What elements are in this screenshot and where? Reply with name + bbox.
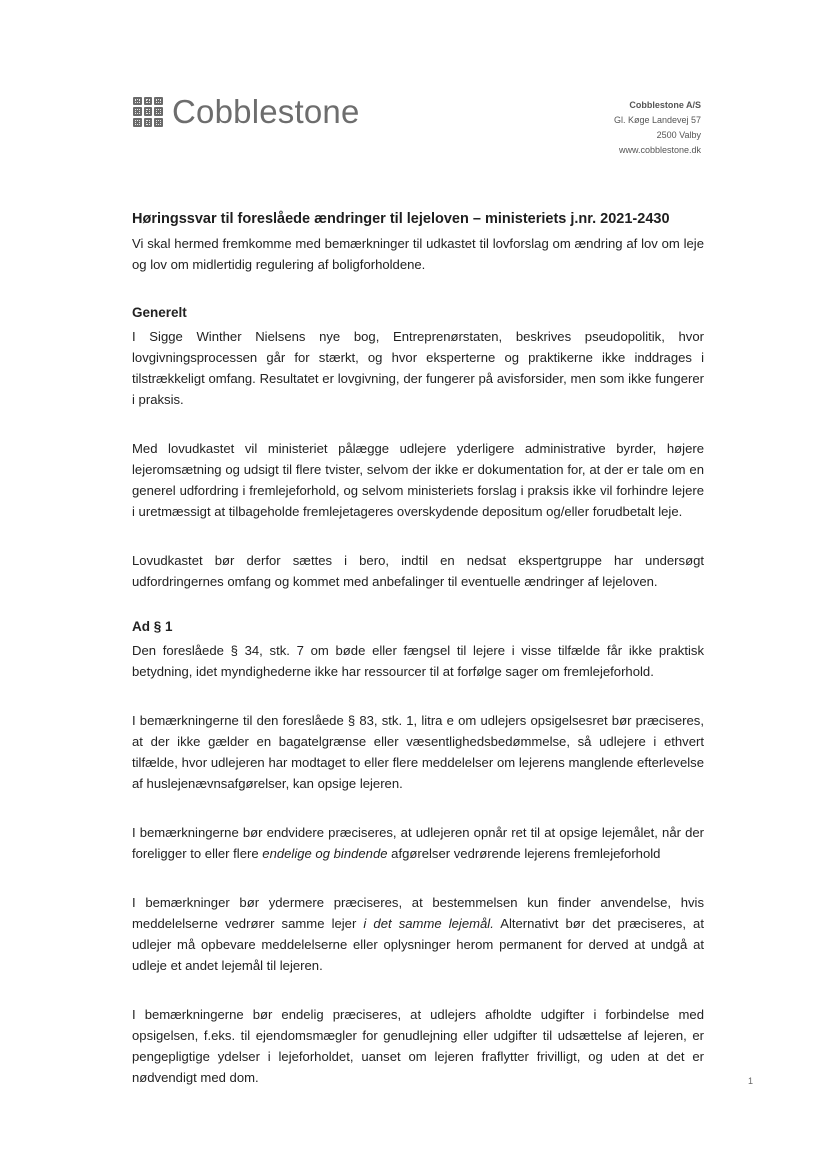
paragraph: Lovudkastet bør derfor sættes i bero, indtil en nedsat ekspertgruppe har undersøgt udfordringernes omfang og kommet med anbefalinger til eventuelle ændringer af lejeloven. <box>132 553 704 589</box>
address-company: Cobblestone A/S <box>629 100 701 110</box>
paragraph: I bemærkningerne til den foreslåede § 83, stk. 1, litra e om udlejers opsigelsesret bør præciseres, at der ikke gælder en bagatelgrænse eller væsentlighedsbedømmelse, så udlejere i ethvert tilfælde, hvor udlejeren har modtaget to eller flere meddelelser om lejerens manglende efterlevelse af huslejenævnsafgørelser, kan opsige lejeren. <box>132 713 704 791</box>
paragraph-with-emphasis <box>132 892 704 976</box>
emphasis: endelige og bindende <box>262 846 388 861</box>
text: I bemærkningerne bør endvidere præciseres, at udlejeren opnår ret til at opsige lejemålet, når der foreligger to eller flere <box>132 825 704 861</box>
address-web: www.cobblestone.dk <box>618 145 701 155</box>
document-title: Høringssvar til foreslåede ændringer til lejeloven – ministeriets j.nr. 2021-2430 <box>132 211 670 227</box>
paragraph: Den foreslåede § 34, stk. 7 om bøde eller fængsel til lejere i visse tilfælde får ikke praktisk betydning, idet myndighederne ikke har ressourcer til at forfølge sager om fremlejeforhold. <box>132 643 704 679</box>
text: Alternativt bør det præciseres, at udlejer må opbevare meddelelserne eller oplysninger herom permanent for derved at undgå at udleje et andet lejemål til lejeren. <box>132 916 704 973</box>
sender-address <box>614 98 701 158</box>
document-body <box>132 209 704 1116</box>
text: I bemærkninger bør ydermere præciseres, at bestemmelsen kun finder anvendelse, hvis meddelelserne vedrører samme lejer <box>132 895 704 931</box>
text: afgørelser vedrørende lejerens fremlejeforhold <box>387 846 661 861</box>
logo-text: Cobblestone <box>172 93 360 130</box>
paragraph: Med lovudkastet vil ministeriet pålægge udlejere yderligere administrative byrder, højere lejeromsætning og udsigt til flere tvister, selvom der ikke er dokumentation for, at der er tale om en generel udfordring i fremlejeforhold, og selvom ministeriets forslag i praksis ikke vil forhindre lejere i uretmæssigt at tilbageholde fremlejetageres overskydende depositum og/eller forudbetalt leje. <box>132 441 704 519</box>
intro-paragraph: Vi skal hermed fremkomme med bemærkninger til udkastet til lovforslag om ændring af lov om leje og lov om midlertidig regulering af boligforholdene. <box>132 236 704 272</box>
company-logo <box>133 95 360 128</box>
emphasis: i det samme lejemål. <box>363 916 494 931</box>
paragraph-with-emphasis <box>132 822 704 864</box>
page-number: 1 <box>748 1076 754 1086</box>
section-heading-generelt: Generelt <box>132 305 187 320</box>
section-heading-ad-1: Ad § 1 <box>132 619 173 634</box>
address-city: 2500 Valby <box>656 130 701 140</box>
building-grid-icon <box>133 97 163 127</box>
paragraph: I bemærkningerne bør endelig præciseres, at udlejers afholdte udgifter i forbindelse med opsigelsen, f.eks. til ejendomsmægler for genudlejning eller udgifter til udsættelse af lejeren, er pengepligtige ydelser i lejeforholdet, uanset om lejeren fraflytter frivilligt, og uden at det er nødvendigt med dom. <box>132 1007 704 1085</box>
address-street: Gl. Køge Landevej 57 <box>613 115 701 125</box>
paragraph: I Sigge Winther Nielsens nye bog, Entreprenørstaten, beskrives pseudopolitik, hvor lovgivningsprocessen går for stærkt, og hvor eksperterne og praktikerne ikke inddrages i tilstrækkeligt omfang. Resultatet er lovgivning, der fungerer på avisforsider, men som ikke fungerer i praksis. <box>132 329 704 407</box>
